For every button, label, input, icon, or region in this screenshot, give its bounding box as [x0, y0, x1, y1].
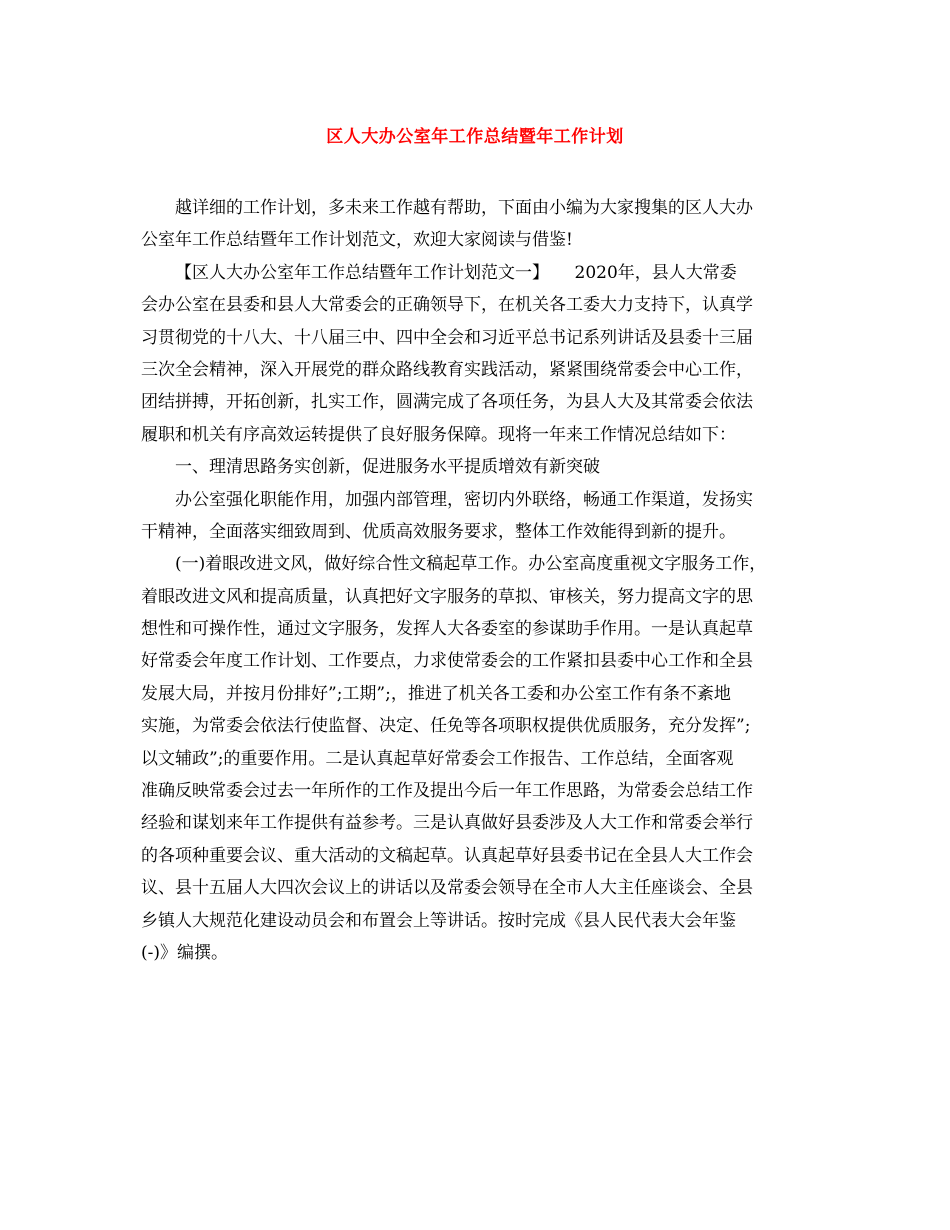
paragraph-line: 干精神，全面落实细致周到、优质高效服务要求，整体工作效能得到新的提升。 [141, 521, 736, 542]
paragraph-line: 着眼改进文风和提高质量，认真把好文字服务的草拟、审核关，努力提高文字的思 [141, 586, 753, 607]
paragraph [141, 548, 821, 969]
paragraph-line: 经验和谋划来年工作提供有益参考。三是认真做好县委涉及人大工作和常委会举行 [141, 813, 753, 834]
paragraph-line: (一)着眼改进文风，做好综合性文稿起草工作。办公室高度重视文字服务工作， [175, 554, 767, 575]
paragraph-line: 三次全会精神，深入开展党的群众路线教育实践活动，紧紧围绕常委会中心工作， [141, 359, 753, 380]
paragraph-line: 履职和机关有序高效运转提供了良好服务保障。现将一年来工作情况总结如下： [141, 424, 736, 445]
paragraph-line: 越详细的工作计划，多未来工作越有帮助，下面由小编为大家搜集的区人大办 [175, 198, 753, 218]
paragraph-line: 【区人大办公室年工作总结暨年工作计划范文一】 2020年，县人大常委 [175, 262, 737, 283]
document-title: 区人大办公室年工作总结暨年工作计划 [326, 127, 624, 147]
paragraph-line: 发展大局，并按月份排好”;工期”;，推进了机关各工委和办公室工作有条不紊地 [141, 683, 731, 704]
document-body [141, 192, 821, 969]
paragraph-line: 想性和可操作性，通过文字服务，发挥人大各委室的参谋助手作用。一是认真起草 [141, 619, 753, 640]
paragraph-line: 会办公室在县委和县人大常委会的正确领导下，在机关各工委大力支持下，认真学 [141, 295, 753, 316]
paragraph-line: 公室年工作总结暨年工作计划范文，欢迎大家阅读与借鉴! [141, 230, 573, 251]
paragraph-line: 议、县十五届人大四次会议上的讲话以及常委会领导在全市人大主任座谈会、全县 [141, 878, 753, 899]
paragraph-line: 一、理清思路务实创新，促进服务水平提质增效有新突破 [175, 457, 600, 478]
paragraph-line: 好常委会年度工作计划、工作要点，力求使常委会的工作紧扣县委中心工作和全县 [141, 651, 753, 672]
paragraph-line: 团结拼搏，开拓创新，扎实工作，圆满完成了各项任务，为县人大及其常委会依法 [141, 392, 753, 413]
paragraph-line: 乡镇人大规范化建设动员会和布置会上等讲话。按时完成《县人民代表大会年鉴 [141, 910, 736, 931]
paragraph [141, 451, 821, 483]
paragraph-line: 准确反映常委会过去一年所作的工作及提出今后一年工作思路，为常委会总结工作 [141, 781, 753, 802]
paragraph-line: 办公室强化职能作用，加强内部管理，密切内外联络，畅通工作渠道，发扬实 [175, 489, 753, 510]
paragraph-line: (-)》编撰。 [141, 942, 229, 963]
paragraph-line: 实施，为常委会依法行使监督、决定、任免等各项职权提供优质服务，充分发挥”; [141, 716, 751, 737]
paragraph-line: 习贯彻党的十八大、十八届三中、四中全会和习近平总书记系列讲话及县委十三届 [141, 327, 753, 348]
paragraph-line: 的各项种重要会议、重大活动的文稿起草。认真起草好县委书记在全县人大工作会 [141, 845, 753, 866]
paragraph-line: 以文辅政”;的重要作用。二是认真起草好常委会工作报告、工作总结，全面客观 [141, 748, 734, 769]
paragraph [141, 484, 821, 549]
paragraph [141, 257, 821, 451]
paragraph [141, 192, 821, 257]
